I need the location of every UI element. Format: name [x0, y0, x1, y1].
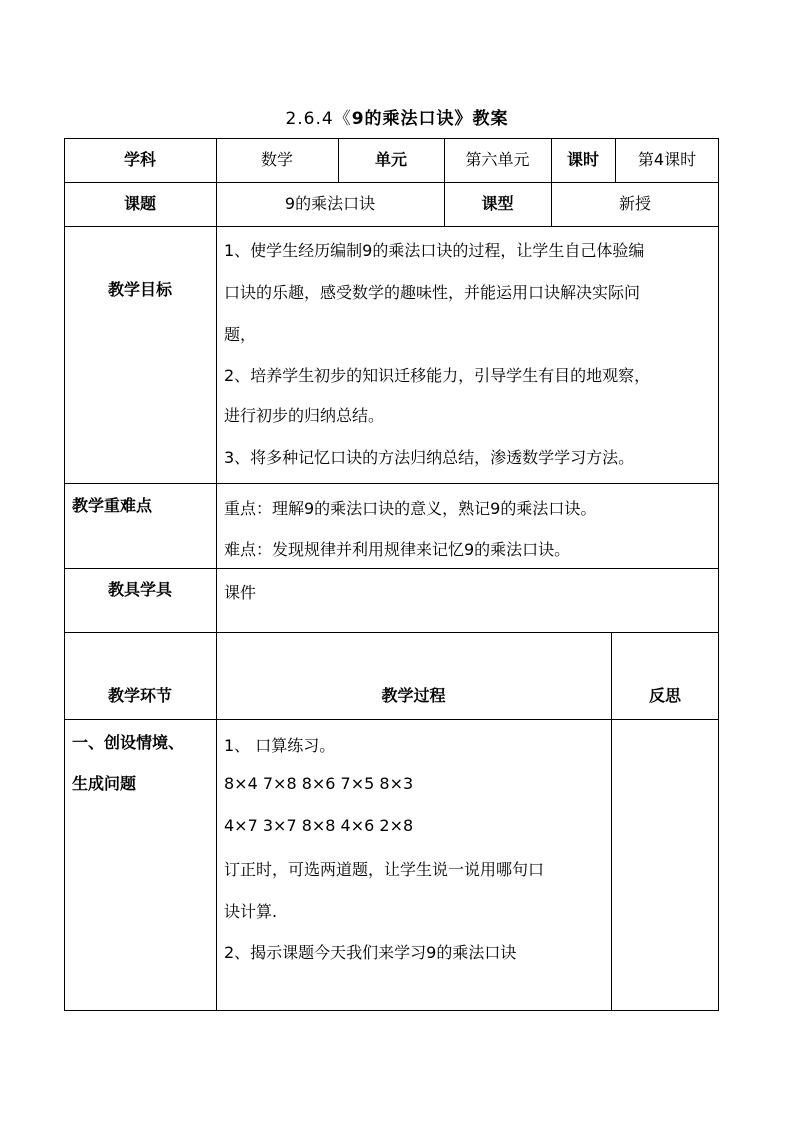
- objective-line: 进行初步的归纳总结。: [224, 406, 385, 425]
- topic-label: 课题: [123, 194, 156, 213]
- process-header: 教学过程: [381, 686, 446, 705]
- tools-label: 教具学具: [107, 580, 172, 599]
- objective-line: 2、培养学生初步的知识迁移能力，引导学生有目的地观察，: [224, 366, 651, 385]
- period-label: 课时: [566, 150, 599, 169]
- subject-value: 数学: [260, 150, 293, 169]
- title-main: 9的乘法口诀》教案: [351, 109, 509, 129]
- row-line: [64, 138, 719, 139]
- keypoint-line: 重点：理解9的乘法口诀的意义，熟记9的乘法口诀。: [224, 499, 597, 518]
- tools-value: 课件: [224, 583, 257, 602]
- stage1-line: 诀计算.: [224, 902, 278, 921]
- col-line: [718, 138, 719, 1011]
- keypoint-line: 难点：发现规律并利用规律来记忆9的乘法口诀。: [224, 540, 571, 559]
- type-value: 新授: [618, 194, 651, 213]
- type-label: 课型: [481, 194, 514, 213]
- stage1-line: 8×4 7×8 8×6 7×5 8×3: [224, 774, 414, 793]
- title-prefix: 2.6.4《: [285, 109, 352, 129]
- row-line: [64, 182, 719, 183]
- unit-label: 单元: [374, 150, 407, 169]
- objective-line: 口诀的乐趣，感受数学的趣味性，并能运用口诀解决实际问: [224, 283, 641, 302]
- stage1-label: 一、创设情境、: [72, 733, 185, 752]
- stage-header: 教学环节: [107, 686, 172, 705]
- stage1-line: 订正时，可选两道题，让学生说一说用哪句口: [224, 860, 545, 879]
- stage1-label-cont: 生成问题: [72, 774, 137, 793]
- stage1-line: 4×7 3×7 8×8 4×6 2×8: [224, 816, 414, 835]
- keypoints-label: 教学重难点: [72, 496, 153, 515]
- row-line: [64, 632, 719, 633]
- col-line: [216, 138, 217, 1011]
- row-line: [64, 483, 719, 484]
- objective-line: 1、使学生经历编制9的乘法口诀的过程，让学生自己体验编: [224, 241, 645, 260]
- lesson-plan-table: [64, 138, 719, 1011]
- objectives-label: 教学目标: [107, 280, 172, 299]
- row-line: [64, 226, 719, 227]
- col-line: [64, 138, 65, 1011]
- row-line: [64, 1010, 719, 1011]
- document-title: [0, 104, 794, 129]
- row-line: [64, 719, 719, 720]
- objective-line: 3、将多种记忆口诀的方法归纳总结，渗透数学学习方法。: [224, 448, 635, 467]
- unit-value: 第六单元: [465, 150, 530, 169]
- stage1-line: 2、揭示课题今天我们来学习9的乘法口诀: [224, 943, 517, 962]
- stage1-line: 1、 口算练习。: [224, 736, 336, 755]
- topic-value: 9的乘法口诀: [284, 194, 376, 213]
- reflection-header: 反思: [648, 686, 681, 705]
- objective-line: 题，: [224, 325, 257, 344]
- period-value: 第4课时: [637, 150, 697, 169]
- subject-label: 学科: [123, 150, 156, 169]
- row-line: [64, 568, 719, 569]
